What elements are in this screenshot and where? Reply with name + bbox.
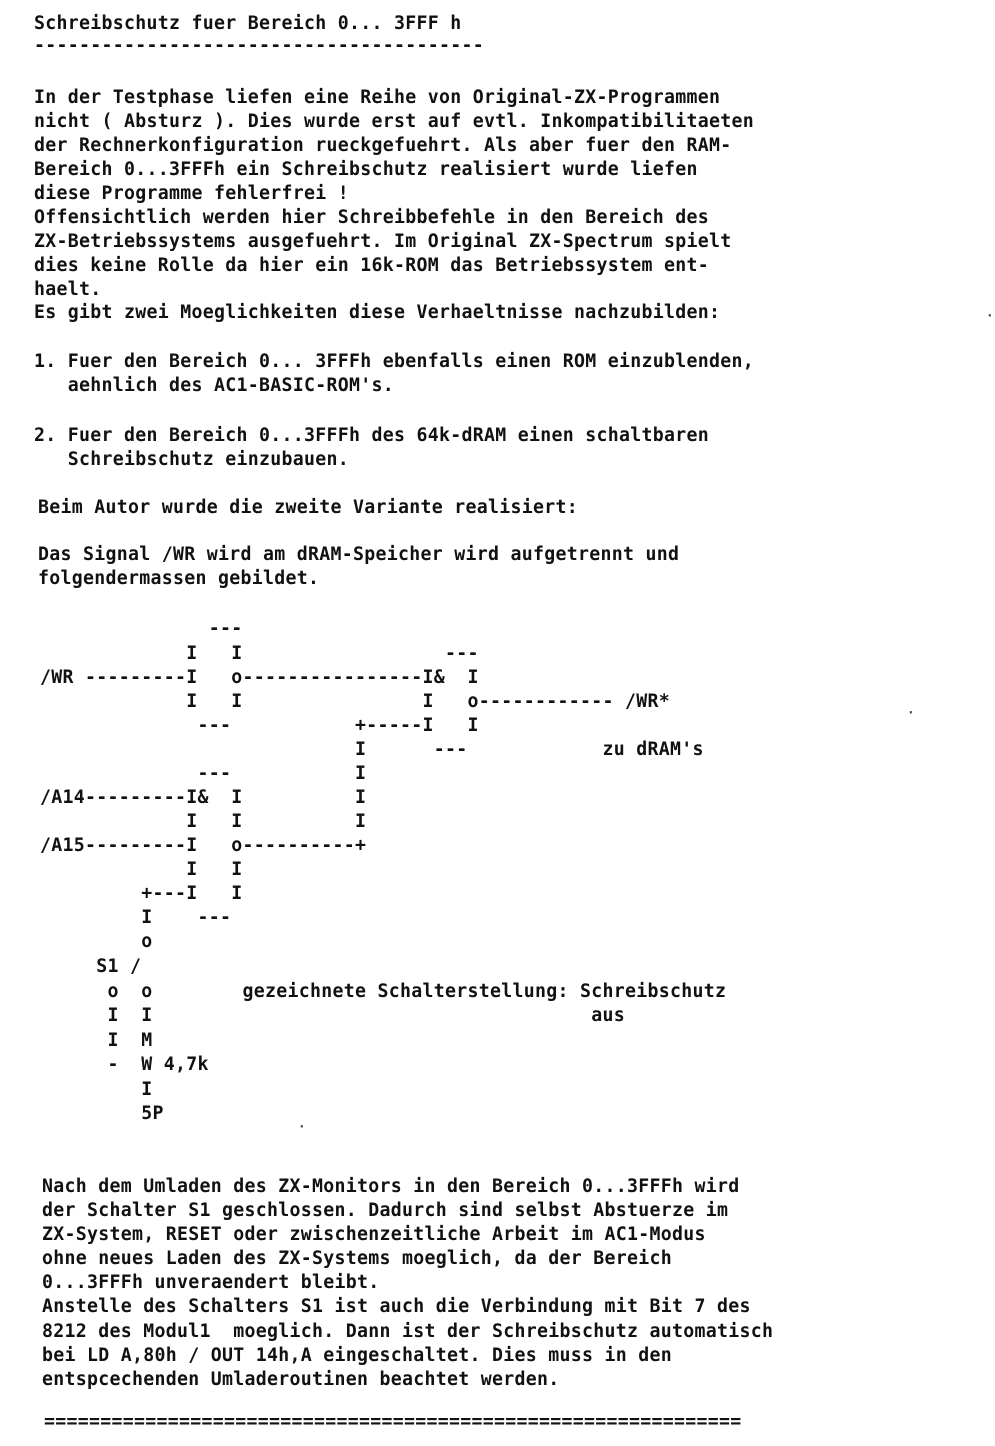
diagram-line: I M	[40, 1030, 153, 1051]
title-underline: ----------------------------------------	[34, 35, 484, 56]
closing-line: Anstelle des Schalters S1 ist auch die Verbindung mit Bit 7 des	[42, 1296, 751, 1317]
intro-line: der Rechnerkonfiguration rueckgefuehrt. Als aber fuer den RAM-	[34, 135, 732, 156]
intro-line: In der Testphase liefen eine Reihe von Original-ZX-Programmen	[34, 87, 721, 108]
speck: ·	[297, 1117, 307, 1136]
diagram-line: I I ---	[40, 643, 479, 664]
diagram-line: 5P	[40, 1103, 164, 1124]
intro-line: ZX-Betriebssystems ausgefuehrt. Im Original ZX-Spectrum spielt	[34, 231, 732, 252]
diagram-line: I ---	[40, 907, 232, 928]
closing-line: 0...3FFFh unveraendert bleibt.	[42, 1272, 380, 1293]
diagram-line: o o gezeichnete Schalterstellung: Schreibschutz	[40, 981, 727, 1002]
option-line: 2. Fuer den Bereich 0...3FFFh des 64k-dRAM einen schaltbaren	[34, 425, 709, 446]
diagram-line: /A15---------I o----------+	[40, 835, 367, 856]
diagram-line: I I I	[40, 811, 367, 832]
author-line: Beim Autor wurde die zweite Variante realisiert:	[38, 497, 578, 518]
closing-line: Nach dem Umladen des ZX-Monitors in den Bereich 0...3FFFh wird	[42, 1176, 740, 1197]
intro-line: nicht ( Absturz ). Dies wurde erst auf evtl. Inkompatibilitaeten	[34, 111, 754, 132]
diagram-line: I I	[40, 859, 243, 880]
option-line: aehnlich des AC1-BASIC-ROM's.	[34, 375, 394, 396]
diagram-line: I I aus	[40, 1005, 625, 1026]
diagram-line: I --- zu dRAM's	[40, 739, 704, 760]
closing-line: 8212 des Modul1 moeglich. Dann ist der Schreibschutz automatisch	[42, 1321, 774, 1342]
speck: ·	[985, 306, 995, 325]
signal-text-line: Das Signal /WR wird am dRAM-Speicher wird aufgetrennt und	[38, 544, 680, 565]
intro-line: dies keine Rolle da hier ein 16k-ROM das Betriebssystem ent-	[34, 255, 709, 276]
intro-line: haelt.	[34, 279, 102, 300]
diagram-line: --- I	[40, 763, 367, 784]
option-line: Schreibschutz einzubauen.	[34, 449, 349, 470]
diagram-line: - W 4,7k	[40, 1054, 209, 1075]
closing-line: bei LD A,80h / OUT 14h,A eingeschaltet. Dies muss in den	[42, 1345, 672, 1366]
intro-line: Bereich 0...3FFFh ein Schreibschutz realisiert wurde liefen	[34, 159, 698, 180]
closing-line: entspcechenden Umladeroutinen beachtet werden.	[42, 1369, 560, 1390]
diagram-line: o	[40, 931, 153, 952]
diagram-line: I	[40, 1079, 153, 1100]
intro-line: Offensichtlich werden hier Schreibbefehle in den Bereich des	[34, 207, 709, 228]
closing-line: ohne neues Laden des ZX-Systems moeglich, da der Bereich	[42, 1248, 672, 1269]
closing-line: der Schalter S1 geschlossen. Dadurch sind selbst Abstuerze im	[42, 1200, 729, 1221]
intro-line: diese Programme fehlerfrei !	[34, 183, 349, 204]
signal-text-line: folgendermassen gebildet.	[38, 568, 320, 589]
diagram-line: /WR ---------I o----------------I& I	[40, 667, 479, 688]
footer-rule: ==============================================================	[44, 1411, 742, 1432]
diagram-line: ---	[40, 618, 243, 639]
closing-line: ZX-System, RESET oder zwischenzeitliche Arbeit im AC1-Modus	[42, 1224, 706, 1245]
diagram-line: --- +-----I I	[40, 715, 479, 736]
diagram-line: +---I I	[40, 883, 243, 904]
option-line: 1. Fuer den Bereich 0... 3FFFh ebenfalls einen ROM einzublenden,	[34, 351, 754, 372]
diagram-line: I I I o------------ /WR*	[40, 691, 670, 712]
speck: ·	[906, 703, 916, 722]
diagram-line: /A14---------I& I I	[40, 787, 367, 808]
diagram-line: S1 /	[40, 956, 142, 977]
intro-line: Es gibt zwei Moeglichkeiten diese Verhaeltnisse nachzubilden:	[34, 302, 721, 323]
page-title: Schreibschutz fuer Bereich 0... 3FFF h	[34, 13, 462, 34]
